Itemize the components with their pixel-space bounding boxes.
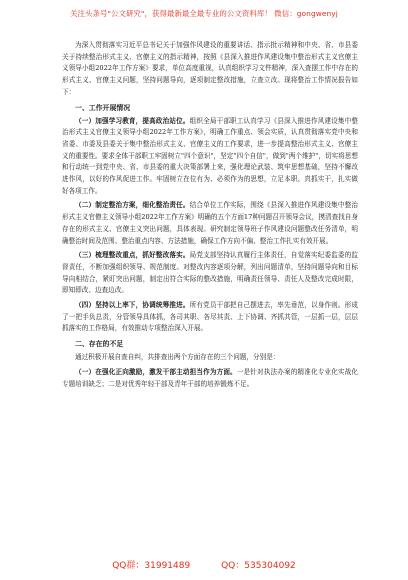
- item-5-lead: （一）在强化正向激励，激发干部主动担当作为方面。: [75, 367, 237, 376]
- contact-footer: [0, 558, 408, 571]
- item-1-lead: （一）加强学习教育，提高政治站位。: [75, 116, 190, 125]
- item-5: [62, 367, 358, 390]
- document-body: [62, 40, 358, 393]
- section-heading-2: 二、存在的不足: [75, 340, 124, 349]
- item-3: [62, 250, 358, 297]
- section-heading-1: 一、工作开展情况: [75, 103, 131, 112]
- item-2: [62, 200, 358, 247]
- item-2-text: 结合单位工作实际，围绕《县深入推进作风建设集中整治形式主义官僚主义领导小组2022年工作方案》明确的五个方面17种问题召开领导会议，摸清查找自身存在的形式主义、官僚主义突出问题，具体表现。研究制定领导班子作风建设问题整改任务清单，明确整治时间及范围、整治重点内容、方法措施，确保工作方向不偏、整治工作扎实有效开展。: [62, 201, 359, 245]
- item-4-text: 所有党员干部把自己摆进去，率先垂范，以身作则。形成了一把手负总责，分管领导具体抓，各司其职、各尽其责、上下协调、齐抓共管，一层抓一层，层层抓落实的工作格局，有效推动专项整治深入开展。: [62, 301, 359, 333]
- item-3-lead: （三）梳理整改重点，抓好整改落实。: [75, 251, 190, 260]
- item-1-text: 组织全局干部职工认真学习《县深入推进作风建设集中整治形式主义官僚主义领导小组2022年工作方案》，明确工作重点、领会实质，认真贯彻落实党中央和省委、市委及县委关于集中整治形式主义、官僚主义的工作要求，进一步提高整治形式主义、官僚主义的重要性。要求全体干部职工牢固树立"四个意识"，坚定"四个自信"，做到"两个维护"，切实将思想和行动统一到党中央、省、市县委的重大决策部署上来，强化理论武装、筑牢思想基础，坚持不懈改进作风，以好的作风促进工作。牢固树立在位有为、必须作为的思想，立足本职、真抓实干，扎实做好各项工作。: [62, 116, 359, 195]
- promo-banner: 关注头条号"公文研究"，获得最新最全最专业的公文资料库！ 微信：gongwenyj: [70, 9, 338, 18]
- item-3-text: 局党支部坚持认真履行主体责任，自觉落实纪委监委的监督责任，不断加强组织领导、规范制度。对整改内容逐项分解，列出问题清单，坚持问题导向和目标导向相结合，紧盯突出问题，制定出符合实际的整改措施，明确责任领导、责任人及整改完成时限，即知即改、边查边改。: [62, 251, 359, 295]
- intro-paragraph: 为深入贯彻落实习近平总书记关于加强作风建设的重要讲话、指示批示精神和中央、省、市县委关于持续整治形式主义、官僚主义的指示精神，按照《县深入推进作风建设集中整治形式主义官僚主义领导小组2022年工作方案》要求，单位高度重视，认真组织学习文件精神，深入查摆工作中存在的形式主义、官僚主义问题，坚持问题导向，逐项制定整改措施，立查立改。现将整治工作情况报告如下：: [62, 41, 358, 96]
- qq-group: QQ群：31991489: [112, 561, 191, 571]
- section-2-intro: 通过积极开展自查自纠，共排查出两个方面存在的三个问题，分别是：: [75, 353, 280, 362]
- item-2-lead: （二）制定整治方案，细化整治责任。: [75, 201, 190, 210]
- item-4-lead: （四）坚持以上率下，协调统筹推进。: [75, 301, 190, 310]
- item-5-text: 一是针对执法办案的精准化专业化实战化专题培训缺乏；二是对优秀年轻干部及青年干部的培养锻炼不足。: [62, 367, 359, 388]
- item-1: [62, 116, 358, 198]
- qq-number: QQ：535304092: [221, 561, 296, 571]
- item-4: [62, 300, 358, 335]
